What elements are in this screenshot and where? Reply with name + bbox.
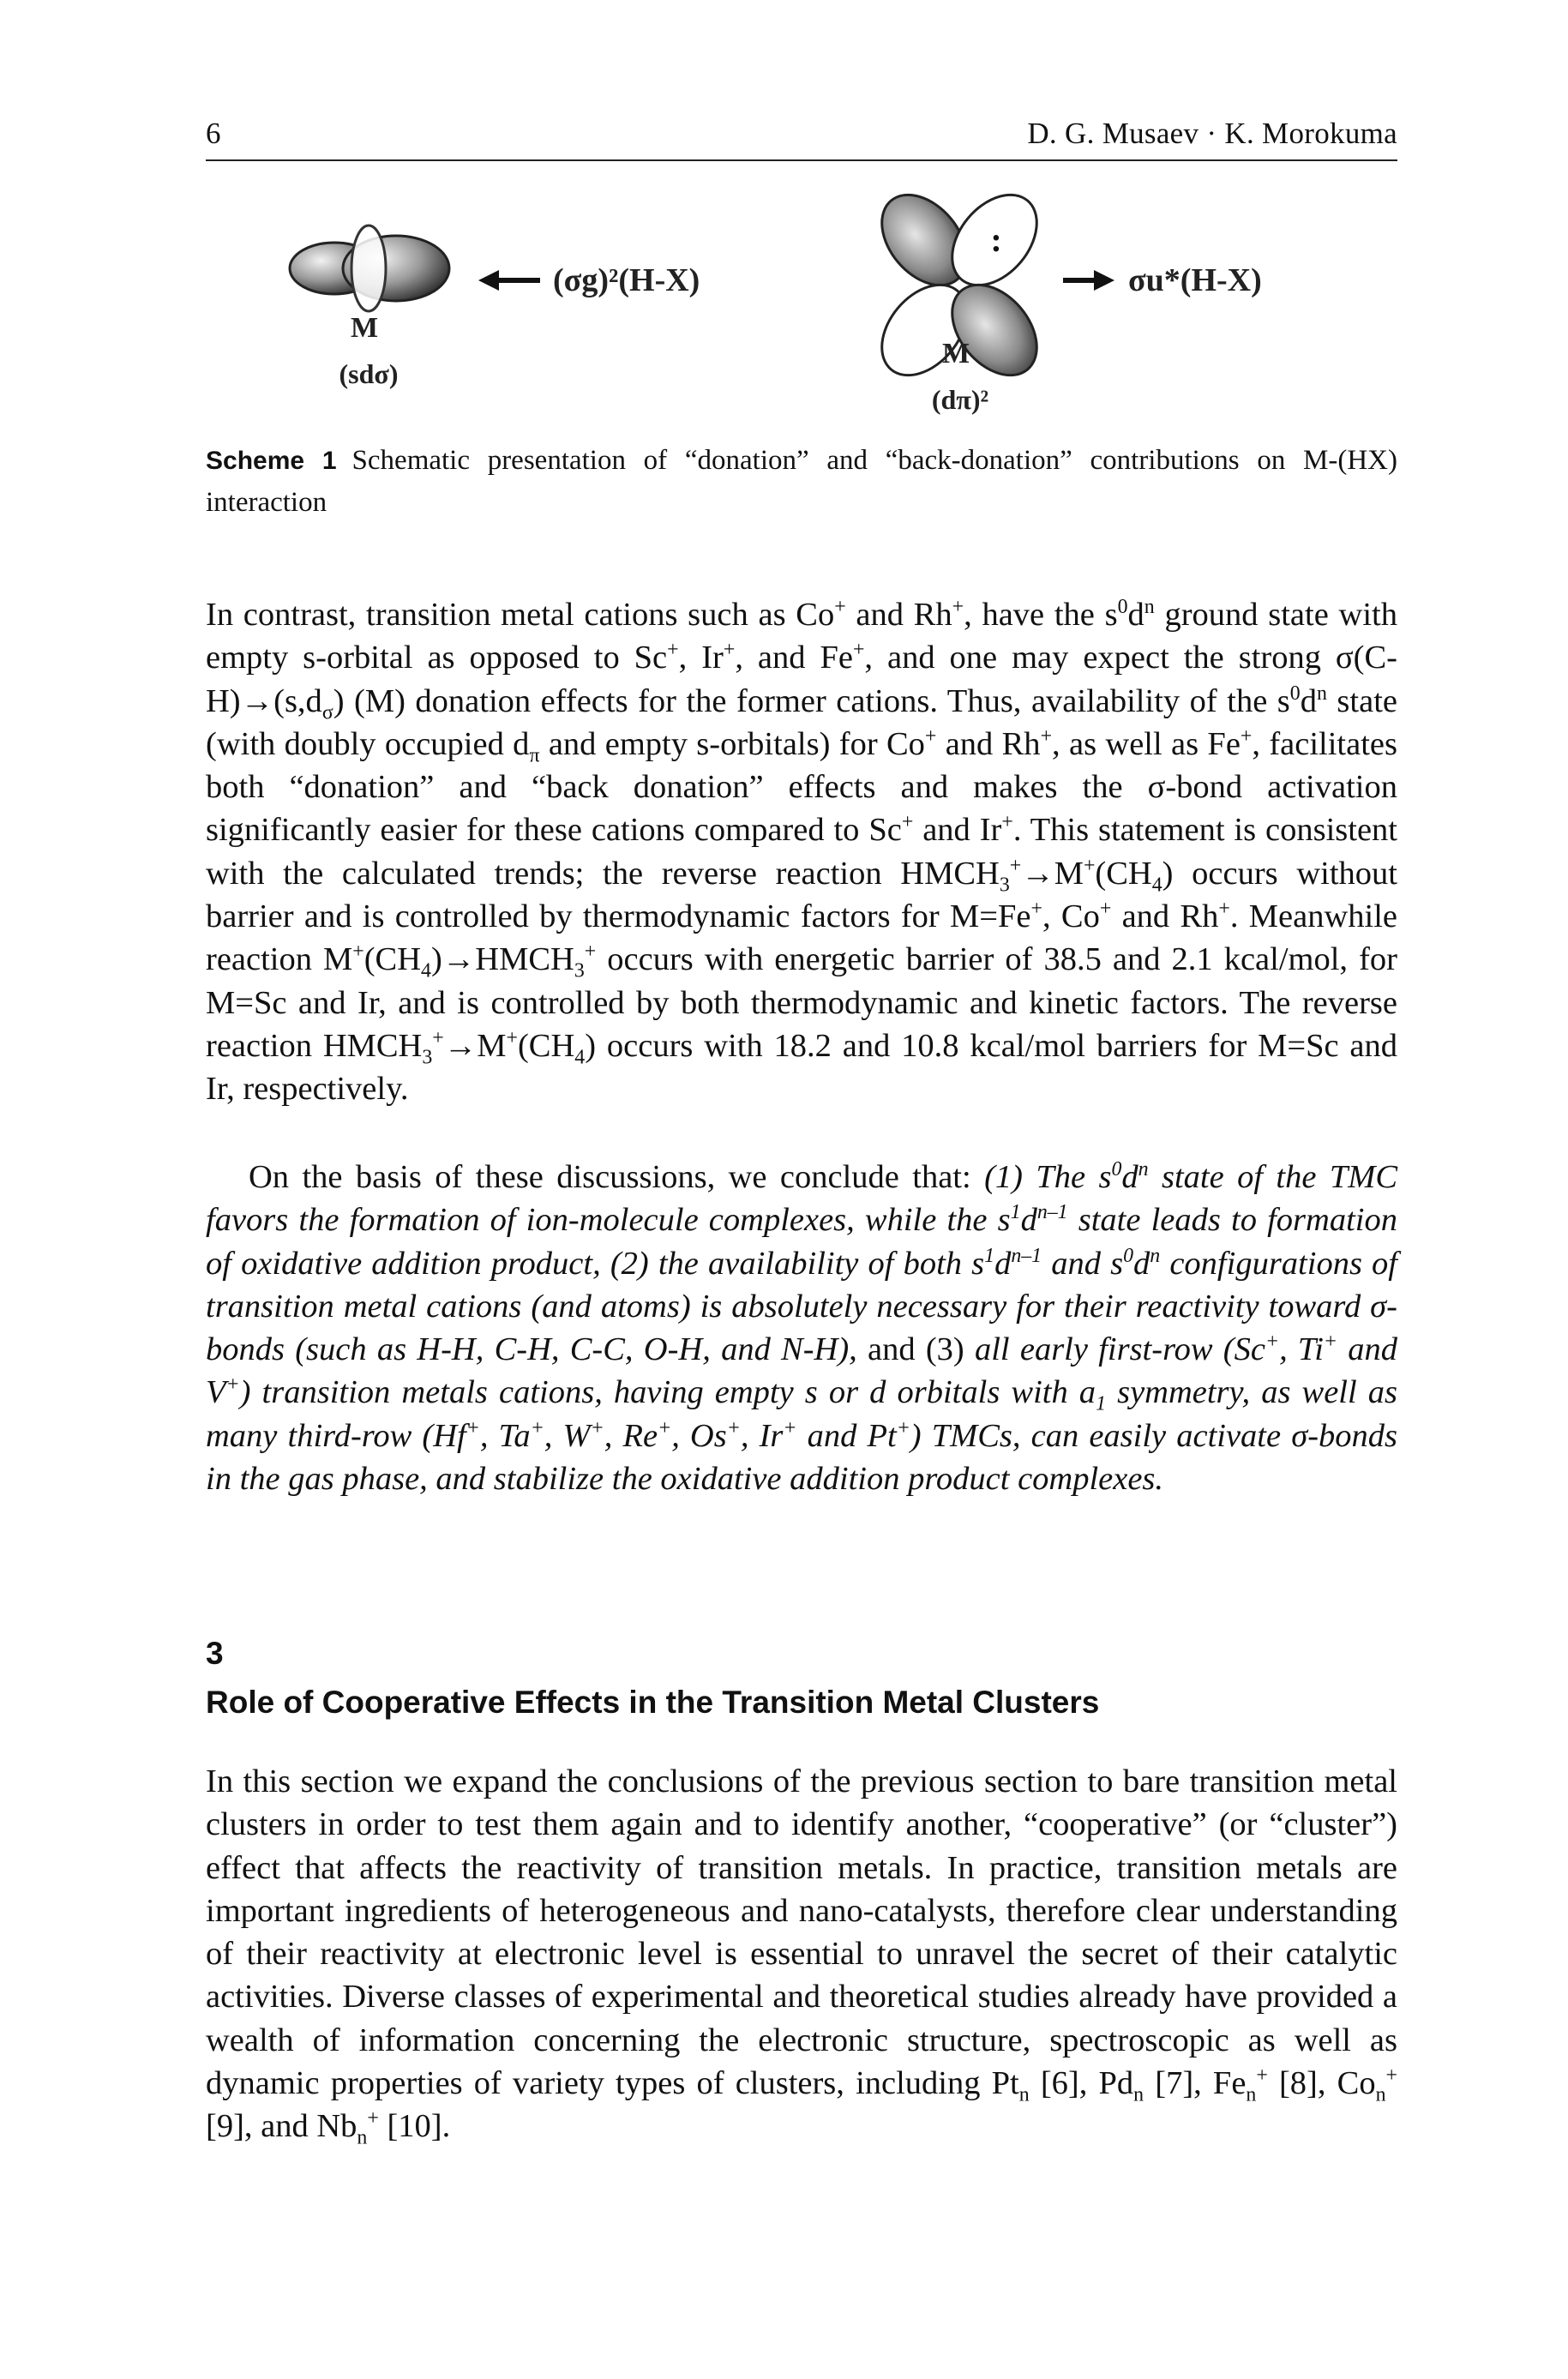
page-number: 6 <box>206 117 221 150</box>
section-heading <box>206 1629 1397 1727</box>
running-header <box>206 117 1397 159</box>
header-rule <box>206 159 1397 161</box>
scheme-caption <box>206 440 1397 523</box>
running-authors: D. G. Musaev · K. Morokuma <box>1027 117 1397 150</box>
paragraph-section-intro <box>206 1760 1397 2148</box>
section-title: Role of Cooperative Effects in the Transition Metal Clusters <box>206 1685 1100 1720</box>
center-orbital-sublabel: (dπ)² <box>931 384 989 415</box>
donation-arrow-label: (σg)²(H-X) <box>553 262 700 298</box>
paragraph-conclusion <box>206 1156 1397 1500</box>
scheme-1-figure <box>206 193 1397 424</box>
sd-sigma-orbital <box>290 225 449 311</box>
back-donation-arrow-label: σu*(H-X) <box>1128 262 1262 298</box>
paragraph-2-text: On the basis of these discussions, we conclude that: (1) The $s^0d^n$ state of the TMC favors the formation of ion-molecule complexes, while the $s^1d^{n-1}$ state leads to formation of oxidative addition product, (2) the availability of both $s^1d^{n-1}$ and $s^0d^n$ configurations of transition metal cations (and atoms) is absolutely necessary for their reactivity toward σ-bonds (such as H-H, C-H, C-C, O-H, and N-H), and (3) all early first-row (Sc+, Ti+ and V+) transition metals cations, having empty s or d orbitals with $a_1$ symmetry, as well as many third-row (Hf+, Ta+, W+, Re+, Os+, Ir+ and Pt+) TMCs, can easily activate σ-bonds in the gas phase, and stabilize the oxidative addition product complexes. <box>206 1158 1398 1498</box>
back-donation-arrow <box>1063 270 1114 291</box>
paragraph-1-text: In contrast, transition metal cations such as Co+ and Rh+, have the $s^0d^n$ ground state with empty s-orbital as opposed to Sc+, Ir+, and Fe+, and one may expect the strong $\sigma(C-H)\to(s,d_\sigma)$ (M) donation effects for the former cations. Thus, availability of the $s^0d^n$ state (with doubly occupied $d_\pi$ and empty s-orbitals) for Co+ and Rh+, as well as Fe+, facilitates both “donation” and “back donation” effects and makes the σ-bond activation significantly easier for these cations compared to Sc+ and Ir+. This statement is consistent with the calculated trends; the reverse reaction $HMCH_3^+\to M^+(CH_4)$ occurs without barrier and is controlled by thermodynamic factors for M=Fe+, Co+ and Rh+. Meanwhile reaction $M^+(CH_4)\to HMCH_3^+$ occurs with energetic barrier of 38.5 and 2.1 kcal/mol, for M=Sc and Ir, and is controlled by both thermodynamic and kinetic factors. The reverse reaction $HMCH_3^+\to M^+(CH_4)$ occurs with 18.2 and 10.8 kcal/mol barriers for M=Sc and Ir, respectively. <box>206 596 1398 1108</box>
center-orbital-label: M <box>941 338 970 369</box>
section-number: 3 <box>206 1636 224 1671</box>
donation-arrow <box>478 270 540 291</box>
paragraph-contrast <box>206 593 1397 1111</box>
paragraph-3-text: In this section we expand the conclusions of the previous section to bare transition metal clusters in order to test them again and to identify another, “cooperative” (or “cluster”) effect that affects the reactivity of transition metals. In practice, transition metals are important ingredients of heterogeneous and nano-catalysts, therefore clear understanding of their reactivity at electronic level is essential to unravel the secret of their catalytic activities. Diverse classes of experimental and theoretical studies already have provided a wealth of information concerning the electronic structure, spectroscopic as well as dynamic properties of variety types of clusters, including $Pt_n$ [6], $Pd_n$ [7], $Fe_n^+$ [8], $Co_n^+$ [9], and $Nb_n^+$ [10]. <box>206 1763 1397 2150</box>
left-orbital-label: M <box>350 312 379 344</box>
left-orbital-sublabel: (sdσ) <box>339 358 399 389</box>
lone-pair-dots: : <box>990 220 1002 259</box>
caption-label: Scheme 1 <box>206 447 337 475</box>
caption-text: Schematic presentation of “donation” and “back-donation” contributions on M-(HX) interaction <box>206 445 1397 518</box>
